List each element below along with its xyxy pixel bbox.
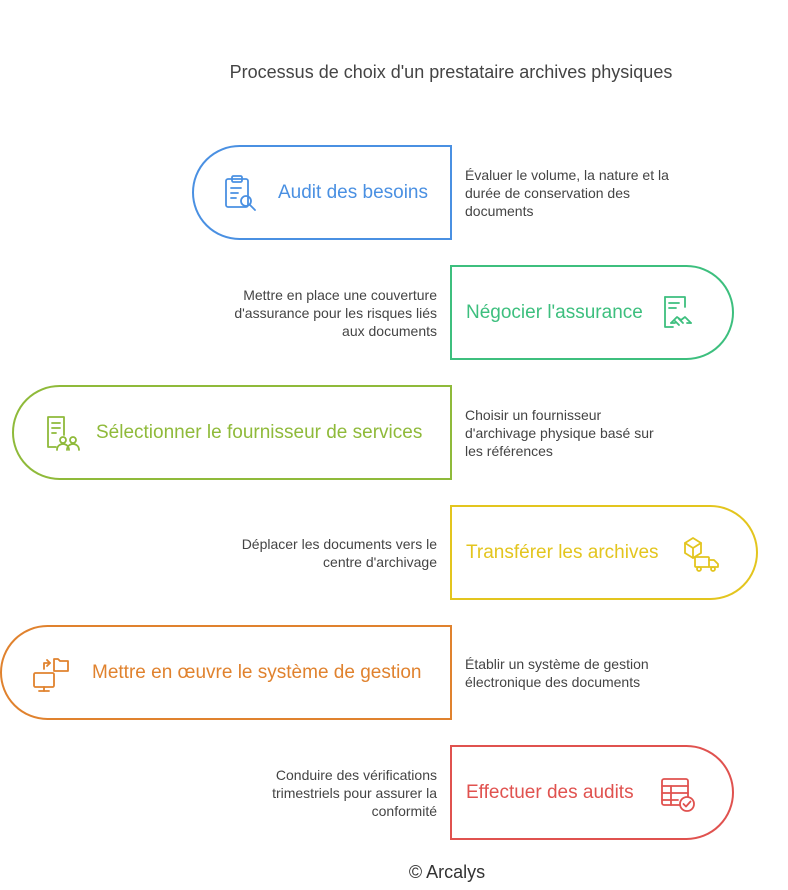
step-description: Établir un système de gestion électronique des documents <box>465 656 649 690</box>
step-audit-besoins <box>192 145 452 240</box>
footer-copyright: © Arcalys <box>408 862 486 882</box>
document-team-icon <box>42 413 82 453</box>
step-transferer-archives <box>450 505 758 600</box>
step-description: Conduire des vérifications trimestriels pour assurer la conformité <box>272 767 437 819</box>
computer-folder-icon <box>30 653 70 693</box>
step-effectuer-audits <box>450 745 734 840</box>
step-description: Déplacer les documents vers le centre d'archivage <box>241 536 437 570</box>
step-label: Audit des besoins <box>278 181 428 203</box>
step-description: Choisir un fournisseur d'archivage physique basé sur les références <box>465 407 654 459</box>
step-mettre-en-oeuvre <box>0 625 452 720</box>
step-selectionner-fournisseur <box>12 385 452 480</box>
step-label: Effectuer des audits <box>466 781 634 803</box>
contract-handshake-icon <box>657 293 697 333</box>
step-label: Transférer les archives <box>466 541 659 563</box>
step-negocier-assurance <box>450 265 734 360</box>
step-label: Sélectionner le fournisseur de services <box>96 421 423 443</box>
box-truck-icon <box>681 533 721 573</box>
step-label: Négocier l'assurance <box>466 301 643 323</box>
step-description: Évaluer le volume, la nature et la durée de conservation des documents <box>465 167 669 219</box>
checklist-icon <box>658 773 698 813</box>
step-description: Mettre en place une couverture d'assurance pour les risques liés aux documents <box>234 287 437 339</box>
document-search-icon <box>220 173 260 213</box>
step-label: Mettre en œuvre le système de gestion <box>92 661 422 683</box>
diagram-title: Processus de choix d'un prestataire archives physiques <box>229 62 673 82</box>
